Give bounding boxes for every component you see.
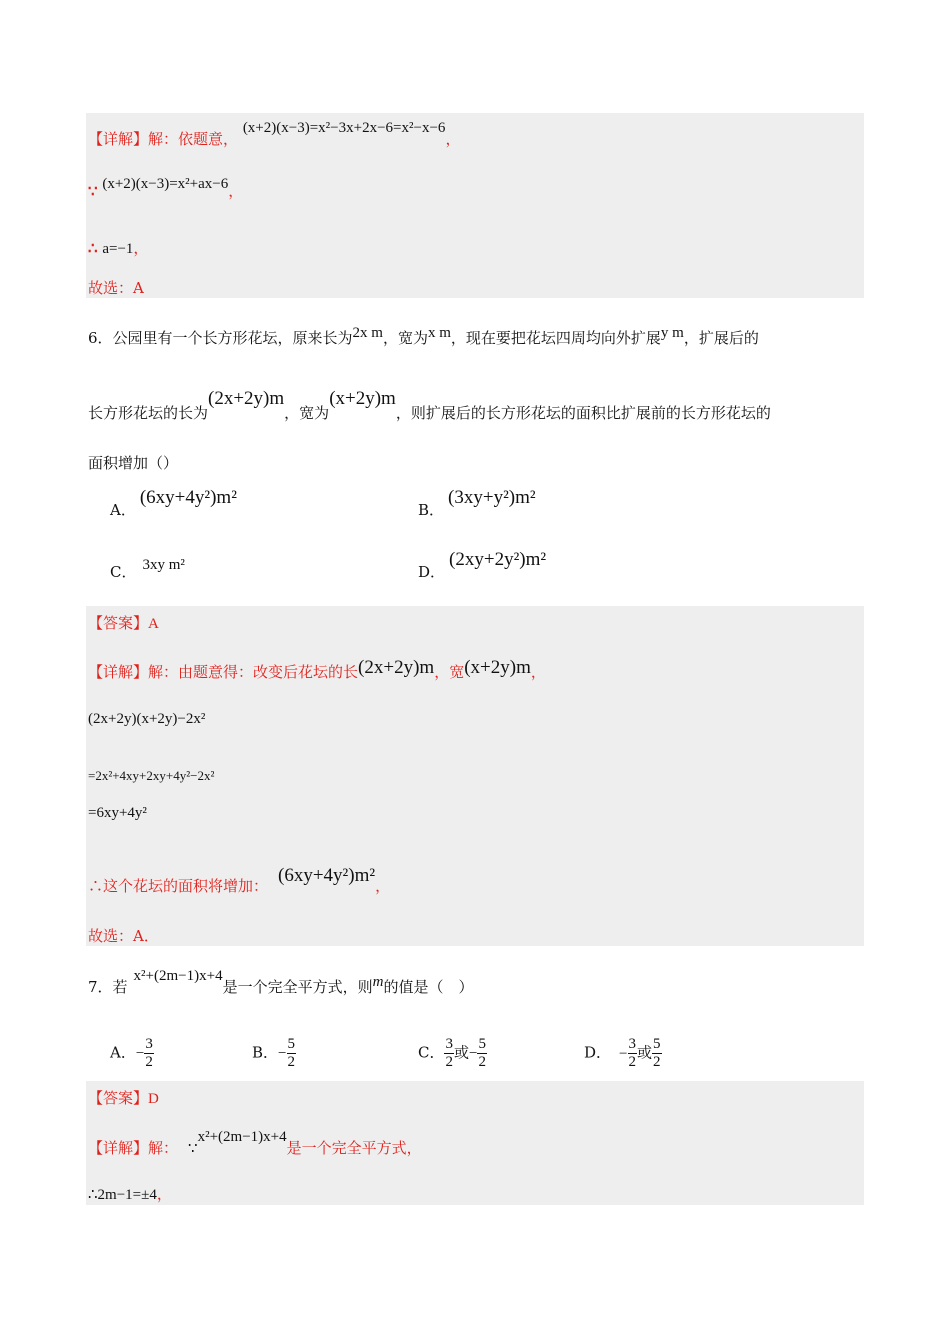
equation: (x+2)(x−3)=x²−3x+2x−6=x²−x−6 xyxy=(242,120,446,136)
option-label: B． xyxy=(418,501,445,519)
q6-option-b xyxy=(418,487,536,520)
stem-text: ，则扩展后的长方形花坛的面积比扩展前的长方形花坛的 xyxy=(395,404,771,422)
q6-result-line: ∴这个花坛的面积将增加： (6xy+4y²)m²， xyxy=(88,865,391,895)
q7-option-d xyxy=(584,1036,662,1071)
new-length-expr: (2x+2y)m xyxy=(208,388,285,409)
q5-detail-line: 【详解】解：依题意， (x+2)(x−3)=x²−3x+2x−6=x²−x−6， xyxy=(88,120,461,148)
option-expr: (3xy+y²)m² xyxy=(448,487,536,508)
detail-text: 是一个完全平方式， xyxy=(286,1139,422,1157)
stem-text: ，宽为 xyxy=(284,404,330,422)
option-sign: − xyxy=(619,1045,628,1062)
detail-width-expr: (x+2y)m xyxy=(464,657,531,678)
q5-because-line: ∵ (x+2)(x−3)=x²+ax−6， xyxy=(88,176,244,200)
option-expr: (6xy+4y²)m² xyxy=(139,487,237,508)
q6-option-c xyxy=(110,557,185,583)
q6-work-step2: =2x²+4xy+2xy+4y²−2x² xyxy=(88,768,215,783)
because-symbol: ∵ xyxy=(188,1141,198,1157)
option-label: A． xyxy=(110,1043,136,1062)
q5-therefore-line: ∴ a=−1， xyxy=(88,239,149,257)
extend-expr: y m xyxy=(660,325,684,341)
equation: a=−1 xyxy=(102,241,134,257)
detail-expr: x²+(2m−1)x+4 xyxy=(197,1129,287,1145)
q6-stem-line2 xyxy=(88,388,771,423)
option-sign: − xyxy=(278,1045,287,1062)
equation: (x+2)(x−3)=x²+ax−6 xyxy=(102,176,229,192)
stem-var: m xyxy=(372,974,384,990)
width-expr: x m xyxy=(427,325,451,341)
q7-stem xyxy=(88,968,474,998)
option-label: D． xyxy=(584,1043,612,1062)
option-expr: (2xy+2y²)m² xyxy=(449,549,547,570)
stem-text: 的值是（ ） xyxy=(383,978,474,996)
q7-step1-line: ∴2m−1=±4， xyxy=(88,1185,172,1203)
detail-text: 解：由题意得：改变后花坛的长 xyxy=(148,663,359,681)
option-fraction: $\frac{3}{2}$ xyxy=(628,1036,636,1070)
option-or: 或 xyxy=(637,1043,653,1062)
q7-option-b xyxy=(252,1036,296,1071)
option-fraction: $\frac{5}{2}$ xyxy=(653,1036,661,1070)
option-or: 或 xyxy=(453,1043,469,1062)
detail-length-expr: (2x+2y)m xyxy=(358,657,435,678)
stem-text: 6．公园里有一个长方形花坛，原来长为 xyxy=(88,329,353,347)
option-label: B． xyxy=(252,1043,279,1062)
q7-option-a xyxy=(110,1036,154,1071)
option-sign: − xyxy=(469,1045,478,1062)
option-sign: − xyxy=(135,1045,145,1062)
detail-text: ，宽 xyxy=(434,663,465,681)
detail-text: 解：依题意， xyxy=(148,130,239,148)
stem-text: 长方形花坛的长为 xyxy=(88,404,209,422)
length-expr: 2x m xyxy=(352,325,383,341)
q6-work-step3: =6xy+4y² xyxy=(88,805,147,821)
q6-answer-line xyxy=(88,613,159,634)
result-text: ∴这个花坛的面积将增加： xyxy=(88,877,269,895)
result-expr: (6xy+4y²)m² xyxy=(278,865,376,886)
detail-text: 解： xyxy=(148,1139,179,1157)
therefore-symbol: ∴ xyxy=(88,239,98,257)
because-symbol: ∵ xyxy=(88,182,98,200)
stem-text: 7．若 xyxy=(88,978,128,996)
option-fraction: $\frac{5}{2}$ xyxy=(287,1036,295,1070)
q7-option-c xyxy=(418,1036,487,1071)
q6-option-d xyxy=(418,549,547,582)
new-width-expr: (x+2y)m xyxy=(329,388,396,409)
option-label: D． xyxy=(418,563,446,581)
detail-tag: 【详解】 xyxy=(88,663,149,681)
stem-text: 是一个完全平方式，则 xyxy=(222,978,373,996)
answer-tag: 【答案】 xyxy=(88,614,149,632)
option-expr: 3xy m² xyxy=(142,557,185,573)
stem-text: ，宽为 xyxy=(382,329,428,347)
q6-stem-line1 xyxy=(88,325,759,349)
q5-conclusion: 故选：A xyxy=(88,279,144,297)
stem-text: ，扩展后的 xyxy=(683,329,759,347)
q6-detail-line: 【详解】解：由题意得：改变后花坛的长(2x+2y)m，宽(x+2y)m， xyxy=(88,657,546,681)
q6-work-step1: (2x+2y)(x+2y)−2x² xyxy=(88,711,206,727)
q6-option-a xyxy=(110,487,237,520)
answer-value: D xyxy=(148,1091,159,1107)
option-fraction: $\frac{5}{2}$ xyxy=(478,1036,486,1070)
step-expr: 2m−1=±4 xyxy=(97,1187,157,1203)
option-fraction: $\frac{3}{2}$ xyxy=(445,1036,453,1070)
option-fraction: $\frac{3}{2}$ xyxy=(145,1036,153,1070)
q6-stem-line3: 面积增加（） xyxy=(88,454,179,472)
therefore-symbol: ∴ xyxy=(88,1187,98,1203)
stem-expr: x²+(2m−1)x+4 xyxy=(133,968,223,984)
option-label: C． xyxy=(418,1043,445,1062)
q7-answer-line xyxy=(88,1088,159,1109)
option-label: A． xyxy=(110,501,136,519)
option-label: C． xyxy=(110,563,137,581)
stem-text: ，现在要把花坛四周均向外扩展 xyxy=(450,329,661,347)
answer-tag: 【答案】 xyxy=(88,1089,149,1107)
q7-detail-line xyxy=(88,1129,422,1159)
detail-tag: 【详解】 xyxy=(88,1139,149,1157)
detail-tag: 【详解】 xyxy=(88,130,149,148)
q6-conclusion: 故选：A． xyxy=(88,927,159,945)
answer-value: A xyxy=(148,616,159,632)
